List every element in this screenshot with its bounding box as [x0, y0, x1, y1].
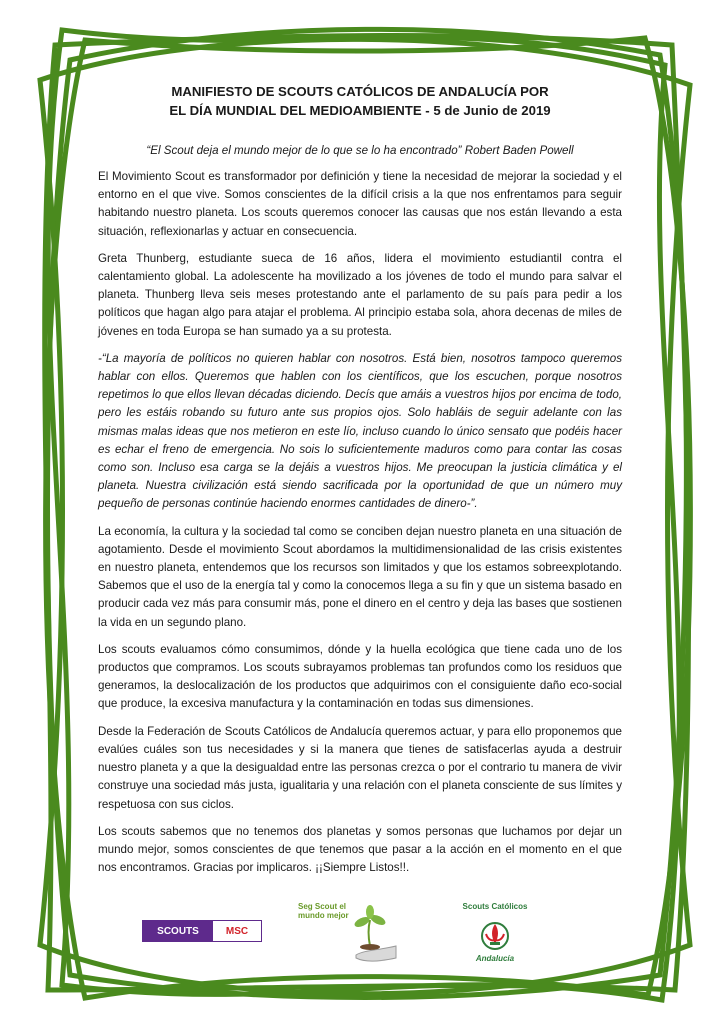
mundo-mejor-logo	[298, 900, 402, 962]
paragraph-4: La economía, la cultura y la sociedad tal como se conciben dejan nuestro planeta en una situación de agotamiento. Desde el movimiento Scout abordamos la multidimensionalidad de las crisis existentes en nuestro planeta, entendemos que los recursos son limitados y que los estamos sobreexplotando. Sabemos que el uso de la energía tal y como la conocemos llega a su fin y que un sistema basado en producir cada vez más para consumir más, pone el dinero en el centro y deja las bases que sostienen la vida en un segundo plano.	[98, 524, 622, 629]
paragraph-greta-quote: -“La mayoría de políticos no quieren hablar con nosotros. Está bien, nosotros tampoco queremos hablar con ellos. Queremos que hablen con los científicos, que los escuchen, porque nosotros repetimos lo que ellos llevan décadas diciendo. Decís que amáis a vuestros hijos por encima de todo, pero les estáis robando su futuro ante sus propios ojos. Solo habláis de seguir adelante con las mismas malas ideas que nos metieron en este lío, incluso cuando lo único sensato que podéis hacer es echar el freno de emergencia. No sois lo suficientemente maduros como para contar las cosas como son. Incluso esa carga se la dejáis a vuestros hijos. Me preocupan la justicia climática y el planeta. Nuestra civilización está siendo sacrificada por la oportunidad de que un número muy pequeño de personas continúe haciendo enormes cantidades de dinero-”.	[98, 351, 622, 511]
paragraph-5: Los scouts evaluamos cómo consumimos, dónde y la huella ecológica que tiene cada uno de los productos que compramos. Los scouts subrayamos problemas tan profundos como los residuos que generamos, la deslocalización de los productos que adquirimos con el consiguiente daño eco-social que produce, la excesiva manufactura y la contaminación en todas sus dimensiones.	[98, 642, 622, 711]
title-line-2: EL DÍA MUNDIAL DEL MEDIOAMBIENTE - 5 de Junio de 2019	[169, 103, 551, 118]
document-body	[98, 82, 622, 886]
scouts-logo-text: SCOUTS	[143, 921, 213, 941]
page-title	[98, 82, 622, 120]
paragraph-6: Desde la Federación de Scouts Católicos de Andalucía queremos actuar, y para ello proponemos que evalúes cuáles son tus necesidades y si la manera que tienes de satisfacerlas ayuda a destruir nuestro planeta y a que la desigualdad entre las personas crezca o por el contrario tu manera de vivir construye una sociedad más justa, igualitaria y una relación con el planeta consciente de sus límites y respetuosa con sus ciclos.	[98, 724, 622, 811]
paragraph-7: Los scouts sabemos que no tenemos dos planetas y somos personas que luchamos por dejar un mundo mejor, somos conscientes de que tenemos que pasar a la acción en el momento en el que nos encontramos. Gracias por implicaros. ¡¡Siempre Listos!!.	[98, 824, 622, 875]
scouts-catolicos-andalucia-logo	[460, 900, 530, 970]
paragraph-2: Greta Thunberg, estudiante sueca de 16 años, lidera el movimiento estudiantil contra el calentamiento global. La adolescente ha movilizado a los jóvenes de todo el mundo para salvar el planeta. Thunberg lleva seis meses protestando ante el parlamento de su país para pedir a los políticos que hagan algo para atajar el problema. Al principio estaba sola, ahora decenas de miles de jóvenes en toda Europa se han sumado ya a su protesta.	[98, 251, 622, 338]
paragraph-1: El Movimiento Scout es transformador por definición y tiene la necesidad de mejorar la sociedad y el entorno en el que vive. Somos conscientes de la difícil crisis a la que nos enfrentamos para seguir habitando nuestro planeta. Los scouts queremos conocer las causas que nos están llevando a esta situación, reflexionarlas y actuar en consecuencia.	[98, 170, 622, 238]
andalucia-logo-bottom-text: Andalucía	[475, 954, 515, 963]
andalucia-logo-top-text: Scouts Católicos	[462, 902, 528, 911]
scouts-msc-logo	[142, 920, 262, 942]
mundo-mejor-text: Seg Scout el mundo mejor	[298, 902, 349, 920]
title-line-1: MANIFIESTO DE SCOUTS CATÓLICOS DE ANDALUCÍA POR	[171, 84, 549, 99]
footer-logos	[130, 900, 600, 970]
msc-logo-text: MSC	[213, 921, 261, 941]
baden-powell-quote: “El Scout deja el mundo mejor de lo que se lo ha encontrado” Robert Baden Powell	[146, 144, 574, 157]
